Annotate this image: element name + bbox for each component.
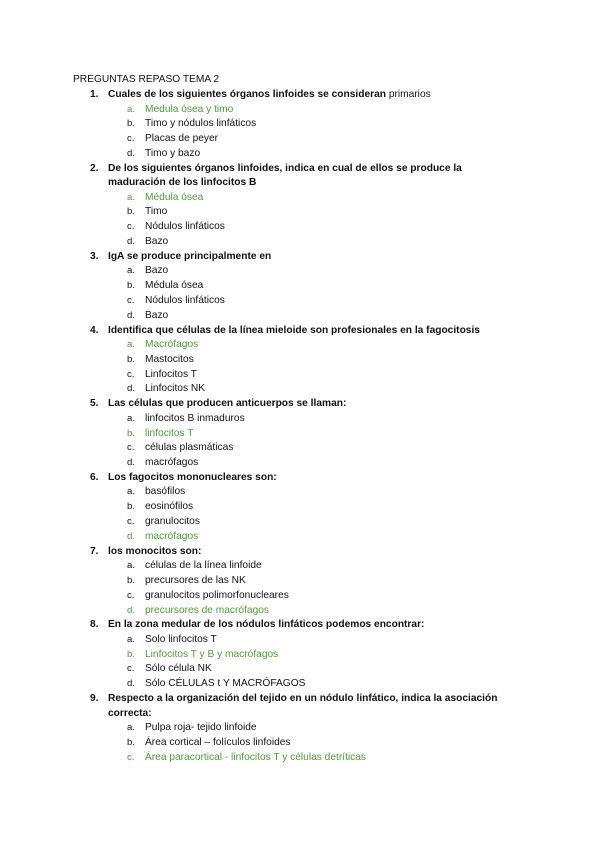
option-correct bbox=[0, 338, 600, 353]
option bbox=[0, 382, 600, 397]
option-text: macrófagos bbox=[145, 530, 199, 542]
option-text: Mastocitos bbox=[145, 353, 194, 365]
option-letter: a. bbox=[127, 722, 136, 733]
option-letter: d. bbox=[127, 678, 136, 690]
question-number: 2. bbox=[90, 162, 99, 174]
option bbox=[0, 235, 600, 250]
option-text: Sólo CÉLULAS t Y MACRÓFAGOS bbox=[145, 678, 306, 690]
option-list bbox=[0, 559, 600, 618]
question-number: 3. bbox=[90, 250, 99, 262]
option-list bbox=[0, 485, 600, 544]
option-text: Linfocitos T bbox=[145, 368, 197, 380]
option-text: Pulpa roja- tejido linfoide bbox=[145, 722, 257, 733]
page-title: PREGUNTAS REPASO TEMA 2 bbox=[73, 74, 220, 85]
option-text: Área cortical – folículos linfoides bbox=[145, 736, 291, 748]
option bbox=[0, 559, 600, 574]
option bbox=[0, 412, 600, 427]
option-letter: b. bbox=[127, 427, 136, 439]
question-8 bbox=[0, 618, 600, 692]
option bbox=[0, 147, 600, 162]
question-text: Las células que producen anticuerpos se llaman: bbox=[108, 398, 347, 410]
option-letter: d. bbox=[127, 147, 136, 159]
option bbox=[0, 294, 600, 309]
option-list bbox=[0, 721, 600, 765]
option bbox=[0, 441, 600, 456]
question-3 bbox=[0, 250, 600, 324]
option-text: granulocitos bbox=[145, 516, 200, 528]
question-7 bbox=[0, 545, 600, 619]
option-letter: c. bbox=[127, 133, 135, 145]
question-list bbox=[0, 88, 600, 765]
option-letter: a. bbox=[127, 265, 136, 277]
option-correct bbox=[0, 191, 600, 206]
question-heading bbox=[0, 250, 600, 265]
option-letter: c. bbox=[127, 516, 135, 528]
question-heading bbox=[0, 162, 600, 191]
question-heading bbox=[0, 692, 600, 721]
option bbox=[0, 677, 600, 692]
question-heading bbox=[0, 324, 600, 339]
option-letter: b. bbox=[127, 648, 136, 660]
option bbox=[0, 662, 600, 677]
option bbox=[0, 279, 600, 294]
option-text: linfocitos B inmaduros bbox=[145, 412, 245, 424]
option bbox=[0, 117, 600, 132]
option bbox=[0, 353, 600, 368]
option-text: Medula ósea y timo bbox=[145, 103, 234, 115]
option-letter: c. bbox=[127, 663, 135, 675]
option-letter: d. bbox=[127, 236, 136, 248]
option-text: granulocitos polimorfonucleares bbox=[145, 589, 289, 601]
question-number: 7. bbox=[90, 545, 99, 557]
option bbox=[0, 368, 600, 383]
option-correct bbox=[0, 648, 600, 663]
question-number: 9. bbox=[90, 693, 99, 704]
question-9 bbox=[0, 692, 600, 765]
option bbox=[0, 132, 600, 147]
option-text: Médula ósea bbox=[145, 191, 204, 203]
option bbox=[0, 721, 600, 736]
option bbox=[0, 220, 600, 235]
option-letter: d. bbox=[127, 309, 136, 321]
question-heading bbox=[0, 88, 600, 103]
option bbox=[0, 485, 600, 500]
option-list bbox=[0, 633, 600, 692]
question-heading bbox=[0, 397, 600, 412]
option-text: Bazo bbox=[145, 309, 169, 321]
option-correct bbox=[0, 427, 600, 442]
option-letter: a. bbox=[127, 103, 136, 115]
option-text: Área paracortical - linfocitos T y células detríticas bbox=[145, 751, 367, 763]
question-text: De los siguientes órganos linfoides, indica en cual de ellos se produce la maduración de los linfocitos B bbox=[108, 162, 462, 189]
option-list bbox=[0, 338, 600, 397]
question-4 bbox=[0, 324, 600, 398]
option-correct bbox=[0, 103, 600, 118]
option-text: Médula ósea bbox=[145, 280, 204, 292]
option-letter: d. bbox=[127, 457, 136, 469]
option-letter: b. bbox=[127, 280, 136, 292]
option-letter: c. bbox=[127, 368, 135, 380]
question-number: 8. bbox=[90, 619, 99, 631]
option-text: Macrófagos bbox=[145, 339, 199, 351]
option-letter: c. bbox=[127, 221, 135, 233]
option-text: Solo linfocitos T bbox=[145, 633, 217, 645]
question-text: IgA se produce principalmente en bbox=[108, 250, 272, 262]
option-correct bbox=[0, 751, 600, 766]
option bbox=[0, 589, 600, 604]
option-text: Nódulos linfáticos bbox=[145, 294, 225, 306]
option bbox=[0, 515, 600, 530]
option-list bbox=[0, 191, 600, 250]
question-6 bbox=[0, 471, 600, 545]
option-letter: d. bbox=[127, 604, 136, 616]
option-letter: a. bbox=[127, 633, 136, 645]
option-text: células de la línea linfoide bbox=[145, 560, 262, 572]
question-number: 5. bbox=[90, 398, 99, 410]
question-5 bbox=[0, 397, 600, 471]
option-list bbox=[0, 412, 600, 471]
question-number: 1. bbox=[90, 89, 99, 100]
option-letter: b. bbox=[127, 574, 136, 586]
question-1 bbox=[0, 88, 600, 162]
option-letter: c. bbox=[127, 589, 135, 601]
option bbox=[0, 574, 600, 589]
option-letter: b. bbox=[127, 501, 136, 513]
option-text: Placas de peyer bbox=[145, 133, 219, 145]
option bbox=[0, 736, 600, 751]
question-heading bbox=[0, 618, 600, 633]
option bbox=[0, 633, 600, 648]
option bbox=[0, 456, 600, 471]
option-text: eosinófilos bbox=[145, 501, 194, 513]
option-text: Bazo bbox=[145, 265, 169, 277]
option-text: Sólo célula NK bbox=[145, 663, 212, 675]
option bbox=[0, 309, 600, 324]
question-text: los monocitos son: bbox=[108, 545, 202, 557]
option-text: Linfocitos T y B y macrófagos bbox=[145, 648, 279, 660]
option-letter: b. bbox=[127, 353, 136, 365]
option-letter: a. bbox=[127, 191, 136, 203]
option-letter: a. bbox=[127, 412, 136, 424]
option-text: Timo y nódulos linfáticos bbox=[145, 118, 257, 130]
option-letter: b. bbox=[127, 736, 136, 748]
question-text: Identifica que células de la línea mieloide son profesionales en la fagocitosis bbox=[108, 324, 480, 336]
question-text-tail: primarios bbox=[388, 89, 431, 100]
option-letter: d. bbox=[127, 383, 136, 395]
option-text: linfocitos T bbox=[145, 427, 194, 439]
question-text: En la zona medular de los nódulos linfáticos podemos encontrar: bbox=[108, 619, 425, 631]
option-text: macrófagos bbox=[145, 457, 199, 469]
option-correct bbox=[0, 530, 600, 545]
option-text: basófilos bbox=[145, 486, 186, 498]
question-number: 6. bbox=[90, 471, 99, 483]
option-letter: a. bbox=[127, 339, 136, 351]
option-list bbox=[0, 103, 600, 162]
option-text: células plasmáticas bbox=[145, 442, 234, 454]
option-letter: b. bbox=[127, 206, 136, 218]
option-letter: c. bbox=[127, 751, 135, 763]
option-letter: a. bbox=[127, 486, 136, 498]
question-number: 4. bbox=[90, 324, 99, 336]
question-heading bbox=[0, 545, 600, 560]
option-letter: a. bbox=[127, 560, 136, 572]
option-text: Bazo bbox=[145, 236, 169, 248]
option-text: Timo bbox=[145, 206, 168, 218]
option-text: Nódulos linfáticos bbox=[145, 221, 225, 233]
option-letter: c. bbox=[127, 442, 135, 454]
option-text: Timo y bazo bbox=[145, 147, 201, 159]
option-text: Linfocitos NK bbox=[145, 383, 206, 395]
option-correct bbox=[0, 604, 600, 619]
option-text: precursores de las NK bbox=[145, 574, 246, 586]
option bbox=[0, 264, 600, 279]
question-text: Los fagocitos mononucleares son: bbox=[108, 471, 277, 483]
option bbox=[0, 500, 600, 515]
option-letter: b. bbox=[127, 118, 136, 130]
option-letter: d. bbox=[127, 530, 136, 542]
option-text: precursores de macrófagos bbox=[145, 604, 270, 616]
option bbox=[0, 205, 600, 220]
question-heading bbox=[0, 471, 600, 486]
question-text: Cuales de los siguientes órganos linfoides se consideran bbox=[108, 89, 386, 100]
question-text: Respecto a la organización del tejido en un nódulo linfático, indica la asociación correcta: bbox=[108, 693, 498, 719]
option-list bbox=[0, 264, 600, 323]
option-letter: c. bbox=[127, 294, 135, 306]
question-2 bbox=[0, 162, 600, 250]
